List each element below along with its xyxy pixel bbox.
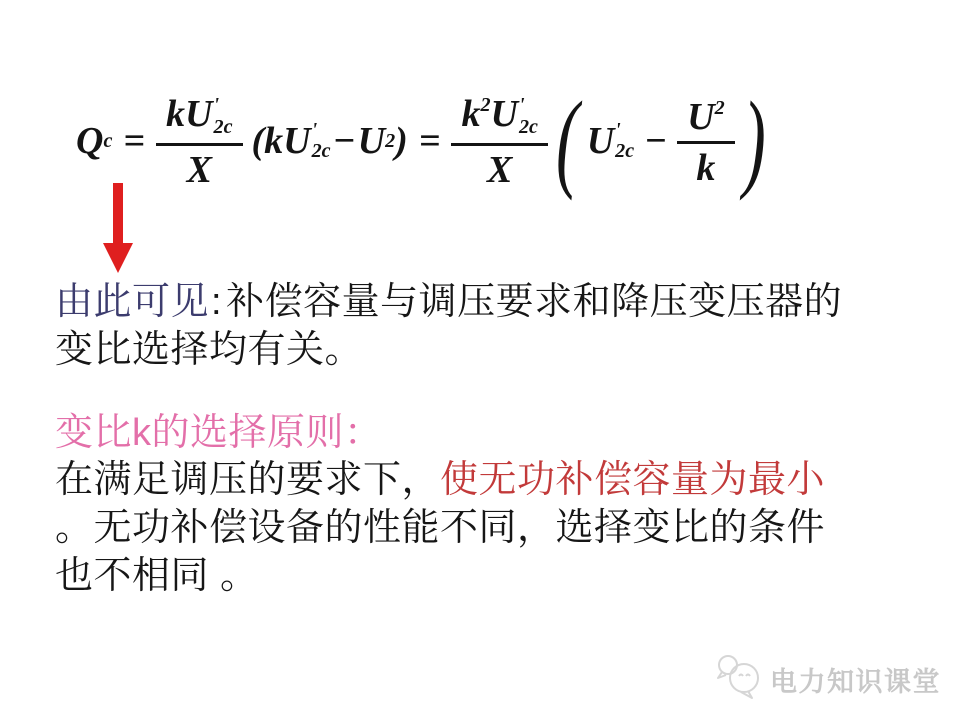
conclusion-line-2: 变比选择均有关。 — [55, 329, 364, 371]
prime-mark: ' — [615, 118, 621, 141]
big-open-paren: ( — [555, 79, 579, 202]
watermark-text: 电力知识课堂 — [770, 667, 941, 697]
formula-group-2 — [587, 96, 735, 187]
var-U: U — [687, 95, 715, 138]
var-U: U — [586, 120, 615, 162]
formula-qc — [76, 80, 764, 202]
down-arrow-icon — [99, 183, 137, 275]
big-close-paren: ) — [742, 79, 766, 202]
prime-mark: ' — [518, 94, 525, 117]
conclusion-text: 补偿容量与调压要求和降压变压器的 — [226, 281, 843, 323]
principle-line-3: 也不相同 。 — [55, 555, 259, 597]
sup-2: 2 — [480, 94, 491, 117]
principle-condition: 在满足调压的要求下， — [55, 459, 441, 501]
close-paren: ) — [395, 120, 408, 162]
minus-sign: − — [644, 120, 668, 162]
sub-2: 2 — [714, 96, 725, 119]
prime-mark: ' — [213, 94, 220, 117]
sub-2c: 2c — [615, 140, 635, 162]
principle-paragraph — [55, 456, 945, 600]
fraction-1 — [156, 93, 242, 191]
principle-line-2: 。无功补偿设备的性能不同，选择变比的条件 — [55, 507, 826, 549]
var-X: X — [487, 148, 513, 191]
var-kU: kU — [166, 93, 213, 136]
principle-heading: 变比k的选择原则： — [55, 412, 383, 454]
fraction-2 — [451, 93, 548, 191]
chat-bubbles-icon — [714, 650, 764, 709]
sub-2: 2 — [385, 129, 396, 152]
formula-lhs — [76, 122, 112, 160]
principle-highlight: 使无功补偿容量为最小 — [440, 459, 826, 501]
var-U: U — [357, 120, 386, 162]
var-k: k — [696, 146, 716, 189]
var-k: k — [461, 93, 481, 136]
conclusion-lead: 由此可见 — [55, 281, 210, 323]
principle-line-1 — [55, 456, 945, 504]
equals-sign: = — [123, 120, 146, 162]
minus-sign: − — [332, 120, 356, 162]
formula-group-1 — [252, 120, 408, 162]
sub-2c: 2c — [518, 115, 538, 138]
var-Q: Q — [76, 120, 104, 162]
var-U: U — [490, 93, 518, 136]
equals-sign: = — [418, 120, 441, 162]
prime-mark: ' — [311, 118, 318, 141]
sub-c: c — [103, 129, 113, 152]
sub-2c: 2c — [213, 115, 233, 138]
fraction-3 — [677, 96, 735, 187]
open-paren: ( — [251, 120, 265, 162]
colon: : — [211, 281, 223, 323]
var-kU: kU — [264, 120, 311, 162]
watermark-logo — [714, 650, 941, 709]
sub-2c: 2c — [311, 140, 331, 162]
var-X: X — [186, 148, 212, 191]
conclusion-line-1 — [55, 278, 935, 326]
conclusion-paragraph — [55, 278, 935, 374]
